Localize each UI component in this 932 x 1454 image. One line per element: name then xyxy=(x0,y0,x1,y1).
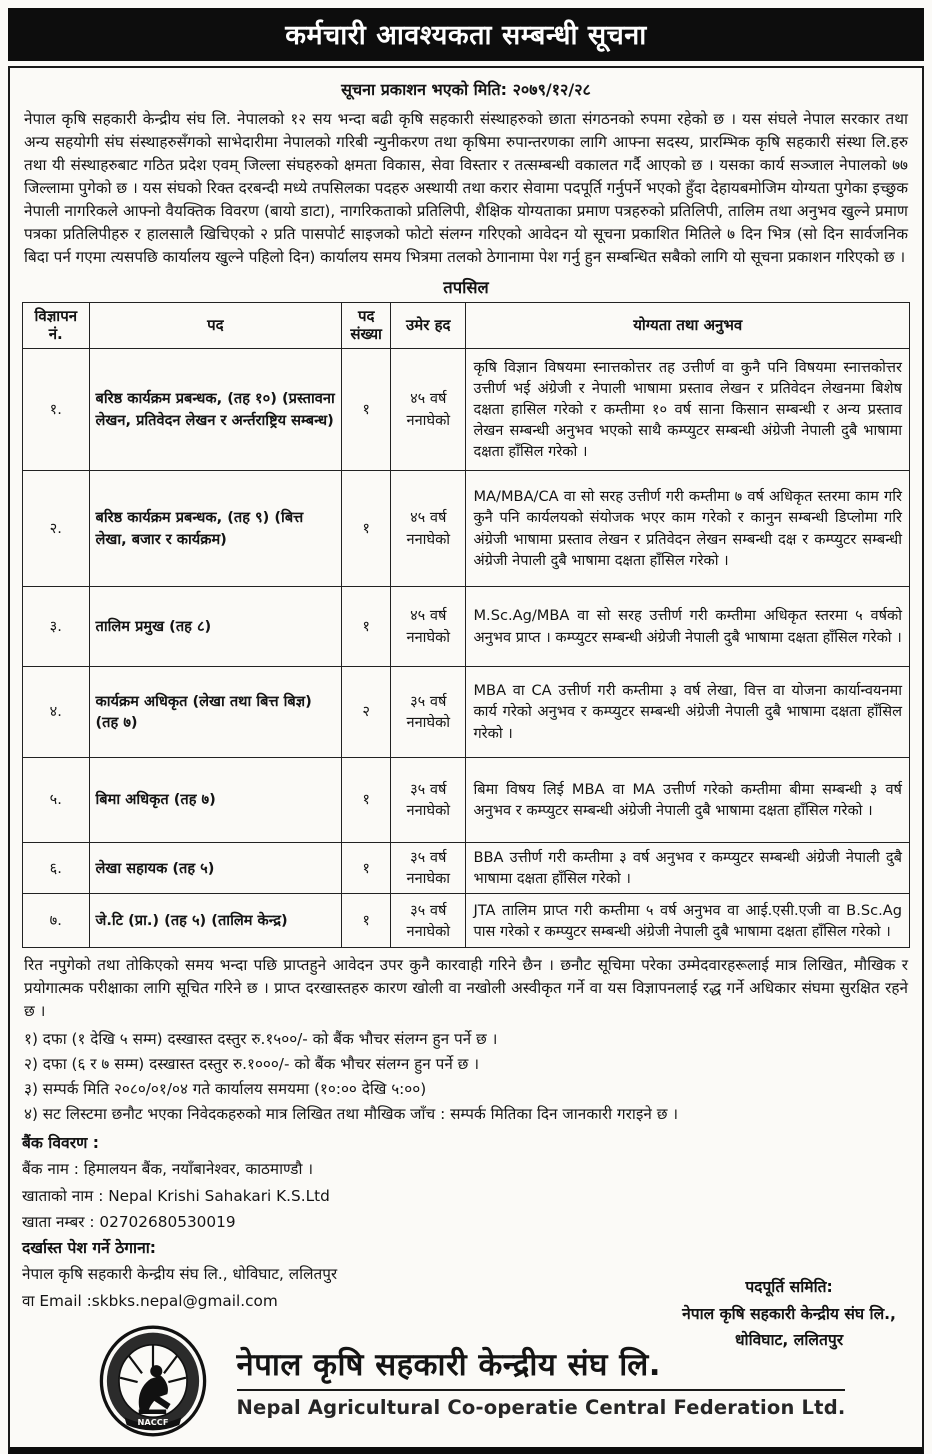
post-count: १ xyxy=(342,758,391,843)
publish-date-line: सूचना प्रकाशन भएको मिति: २०७९/१२/२८ xyxy=(341,80,591,99)
age-limit: ४५ वर्ष ननाघेको xyxy=(391,471,466,587)
age-limit: ३५ वर्ष ननाघेको xyxy=(391,894,466,948)
table-row xyxy=(23,349,910,471)
post-count: २ xyxy=(342,667,391,758)
ad-number: ३. xyxy=(23,587,90,667)
col-header-ad-number: विज्ञापन नं. xyxy=(23,302,90,349)
notice-title-bar xyxy=(8,8,924,61)
ad-number: ४. xyxy=(23,667,90,758)
committee-org-line: नेपाल कृषि सहकारी केन्द्रीय संघ लि., xyxy=(682,1304,896,1323)
organization-names xyxy=(237,1343,846,1419)
naccf-abbreviation-label: NACCF xyxy=(137,1416,168,1427)
post-title: लेखा सहायक (तह ५) xyxy=(89,843,342,894)
org-name-english: Nepal Agricultural Co-operatie Central Federation Ltd. xyxy=(236,1395,846,1419)
post-count: १ xyxy=(342,587,391,667)
ad-number: ५. xyxy=(23,758,90,843)
note-item-3: ३) सम्पर्क मिति २०८०/०१/०४ गते कार्यालय समयमा (१०:०० देखि ५:००) xyxy=(24,1080,427,1099)
naccf-farmer-emblem-icon xyxy=(87,1325,219,1437)
table-row xyxy=(23,587,910,667)
col-header-age-limit: उमेर हद xyxy=(391,302,466,349)
committee-title: पदपूर्ति समिति: xyxy=(745,1278,833,1297)
application-address-section xyxy=(22,1236,910,1350)
post-title: तालिम प्रमुख (तह ८) xyxy=(89,587,342,667)
intro-paragraph: नेपाल कृषि सहकारी केन्द्रीय संघ लि. नेपालको १२ सय भन्दा बढी कृषि सहकारी संस्थाहरुको छाता संगठनको रुपमा रहेको छ । यस संघले नेपाल सरकार तथा अन्य सहयोगी संघ संस्थाहरुसँगको साभेदारीमा नेपालको गरिबी न्युनीकरण तथा कृषिमा रुपान्तरणका लागि आफ्ना सदस्य, प्रारम्भिक कृषि सहकारी संस्था लि.हरु तथा यी संस्थाहरुबाट गठित प्रदेश एवम् जिल्ला संघहरुको क्षमता विकास, सेवा विस्तार र तत्सम्बन्धी वकालत गर्दै आएको छ । यसका कार्य सञ्जाल नेपालको ७७ जिल्लामा पुगेको छ । यस संघको रिक्त दरबन्दी मध्ये तपसिलका पदहरु अस्थायी तथा करार सेवामा पदपूर्ति गर्नुपर्ने भएको हुँदा देहायबमोजिम योग्यता पुगेका इच्छुक नेपाली नागरिकले आफ्नो वैयक्तिक विवरण (बायो डाटा), नागरिकताको प्रतिलिपी, शैक्षिक योग्यताका प्रमाण पत्रहरुको प्रतिलिपी, तालिम तथा अनुभव खुल्ने प्रमाण पत्रका प्रतिलिपीहरु र हालसालै खिचिएको २ प्रति पासपोर्ट साइजको फोटो संलग्न गरिएको आवेदन यो सूचना प्रकाशित मितिले ७ दिन भित्र (सो दिन सार्वजनिक बिदा पर्न गएमा त्यसपछि कार्यालय खुल्ने पहिलो दिन) कार्यालय समय भित्रमा तलको ठेगानामा पेश गर्नु हुन सम्बन्धित सबैको लागि यो सूचना प्रकाशन गरिएको छ । xyxy=(24,110,908,266)
page-title: कर्मचारी आवश्यकता सम्बन्धी सूचना xyxy=(285,20,647,51)
ad-number: ७. xyxy=(23,894,90,948)
table-row xyxy=(23,667,910,758)
closing-paragraph: रित नपुगेको तथा तोकिएको समय भन्दा पछि प्राप्तहुने आवेदन उपर कुनै कारवाही गरिने छैन । छनौट सूचिमा परेका उम्मेदवारहरूलाई मात्र लिखित, मौखिक र प्रयोगात्मक परीक्षाका लागि सूचित गरिने छ । प्राप्त दरखास्तहरु कारण खोली वा नखोली अस्वीकृत गर्ने वा यस विज्ञापनलाई रद्ध गर्ने अधिकार संघमा सुरक्षित रहने छ । xyxy=(24,956,908,1021)
age-limit: ४५ वर्ष ननाघेको xyxy=(391,349,466,471)
account-number-line: खाता नम्बर : 02702680530019 xyxy=(22,1213,236,1232)
post-count: १ xyxy=(342,843,391,894)
org-name-nepali: नेपाल कृषि सहकारी केन्द्रीय संघ लि. xyxy=(237,1343,846,1391)
committee-location-line: धोविघाट, ललितपुर xyxy=(734,1331,844,1350)
col-header-post: पद xyxy=(89,302,342,349)
bank-details-heading: बैंक विवरण : xyxy=(22,1133,100,1152)
age-limit: ३५ वर्ष ननाघेको xyxy=(391,667,466,758)
col-header-qualification: योग्यता तथा अनुभव xyxy=(466,302,910,349)
post-count: १ xyxy=(342,349,391,471)
qualification-text: कृषि विज्ञान विषयमा स्नात्तकोत्तर तह उत्तीर्ण वा कुनै पनि विषयमा स्नात्तकोत्तर उत्तीर्ण भई अंग्रेजी र नेपाली भाषामा प्रस्ताव लेखन र प्रतिवेदन लेखनमा बिशेष दक्षता हासिल गरेको र कम्तीमा १० वर्ष साना किसान सम्बन्धी र अन्य प्रस्ताव लेखन सम्बन्धी अनुभव भएको साथै कम्प्युटर सम्बन्धी अंग्रेजी नेपाली दुबै भाषामा दक्षता हाँसिल गरेको । xyxy=(466,349,910,471)
post-title: बिमा अधिकृत (तह ७) xyxy=(89,758,342,843)
table-row xyxy=(23,471,910,587)
bank-details-section xyxy=(22,1131,910,1236)
table-row xyxy=(23,758,910,843)
table-row xyxy=(23,894,910,948)
table-row xyxy=(23,843,910,894)
vacancy-table xyxy=(22,302,910,949)
post-title: बरिष्ठ कार्यक्रम प्रबन्धक, (तह १०) (प्रस्तावना लेखन, प्रतिवेदन लेखन र अर्न्तराष्ट्रिय सम्बन्ध) xyxy=(89,349,342,471)
address-line: नेपाल कृषि सहकारी केन्द्रीय संघ लि., धोविघाट, ललितपुर xyxy=(22,1265,338,1284)
document-body-box xyxy=(8,66,924,1454)
qualification-text: MBA वा CA उत्तीर्ण गरी कम्तीमा ३ वर्ष लेखा, वित्त वा योजना कार्यान्वयनमा कार्य गरेको अनुभव र कम्प्युटर सम्बन्धी अंग्रेजी नेपाली दुबै भाषामा दक्षता हाँसिल गरेको । xyxy=(466,667,910,758)
qualification-text: MA/MBA/CA वा सो सरह उत्तीर्ण गरी कम्तीमा ७ वर्ष अधिकृत स्तरमा काम गरि कुनै पनि कार्यलयको संयोजक भएर काम गरेको र कानुन सम्बन्धी डिप्लोमा गरि अंग्रेजी भाषामा प्रस्ताव लेखन र प्रतिवेदन लेखन सम्बन्धी दक्ष र कम्प्युटर सम्बन्धी अंग्रेजी नेपाली दुबै भाषामा दक्षता हाँसिल गरेको । xyxy=(466,471,910,587)
recruitment-committee-block xyxy=(682,1274,896,1354)
table-title: तपसिल xyxy=(443,277,489,297)
note-item-2: २) दफा (६ र ७ सम्म) दस्खास्त दस्तुर रु.१०००/- को बैंक भौचर संलग्न हुन पर्ने छ । xyxy=(24,1055,480,1074)
account-name-line: खाताको नाम : Nepal Krishi Sahakari K.S.Ltd xyxy=(22,1186,330,1205)
ad-number: २. xyxy=(23,471,90,587)
age-limit: ४५ वर्ष ननाघेको xyxy=(391,587,466,667)
age-limit: ३५ वर्ष ननाघेका xyxy=(391,843,466,894)
post-count: १ xyxy=(342,471,391,587)
qualification-text: बिमा विषय लिई MBA वा MA उत्तीर्ण गरेको कम्तीमा बीमा सम्बन्धी ३ वर्ष अनुभव र कम्प्युटर सम्बन्धी अंग्रेजी नेपाली दुबै भाषामा दक्षता हाँसिल गरेको । xyxy=(466,758,910,843)
ad-number: १. xyxy=(23,349,90,471)
post-count: १ xyxy=(342,894,391,948)
qualification-text: M.Sc.Ag/MBA वा सो सरह उत्तीर्ण गरी कम्तीमा अधिकृत स्तरमा ५ वर्षको अनुभव प्राप्त । कम्प्युटर सम्बन्धी अंग्रेजी नेपाली दुबै भाषामा दक्षता हाँसिल गरेको । xyxy=(466,587,910,667)
post-title: बरिष्ठ कार्यक्रम प्रबन्धक, (तह ९) (बित्त लेखा, बजार र कार्यक्रम) xyxy=(89,471,342,587)
note-item-4: ४) सट लिस्टमा छनौट भएका निवेदकहरुको मात्र लिखित तथा मौखिक जाँच : सम्पर्क मितिका दिन जानकारी गराइने छ । xyxy=(24,1104,679,1123)
qualification-text: JTA तालिम प्राप्त गरी कम्तीमा ५ वर्ष अनुभव वा आई.एसी.एजी वा B.Sc.Ag पास गरेको र कम्प्युटर सम्बन्धी अंग्रेजी नेपाली दुबै भाषामा दक्षता हाँसिल गरेको । xyxy=(466,894,910,948)
post-title: जे.टि (प्रा.) (तह ५) (तालिम केन्द्र) xyxy=(89,894,342,948)
table-header-row xyxy=(23,302,910,349)
address-heading: दर्खास्त पेश गर्ने ठेगाना: xyxy=(22,1239,157,1258)
qualification-text: BBA उत्तीर्ण गरी कम्तीमा ३ वर्ष अनुभव र कम्प्युटर सम्बन्धी अंग्रेजी नेपाली दुबै भाषामा दक्षता हाँसिल गरेको । xyxy=(466,843,910,894)
ad-number: ६. xyxy=(23,843,90,894)
email-line: वा Email :skbks.nepal@gmail.com xyxy=(22,1291,278,1310)
notes-list xyxy=(22,1025,910,1131)
note-item-1: १) दफा (१ देखि ५ सम्म) दस्खास्त दस्तुर रु.१५००/- को बैंक भौचर संलग्न हुन पर्ने छ । xyxy=(24,1030,498,1049)
bank-name-line: बैंक नाम : हिमालयन बैंक, नयाँबानेश्वर, काठमाण्डौ । xyxy=(22,1159,314,1178)
col-header-post-count: पद संख्या xyxy=(342,302,391,349)
post-title: कार्यक्रम अधिकृत (लेखा तथा बित्त बिज्ञ) (तह ७) xyxy=(89,667,342,758)
age-limit: ३५ वर्ष ननाघेको xyxy=(391,758,466,843)
